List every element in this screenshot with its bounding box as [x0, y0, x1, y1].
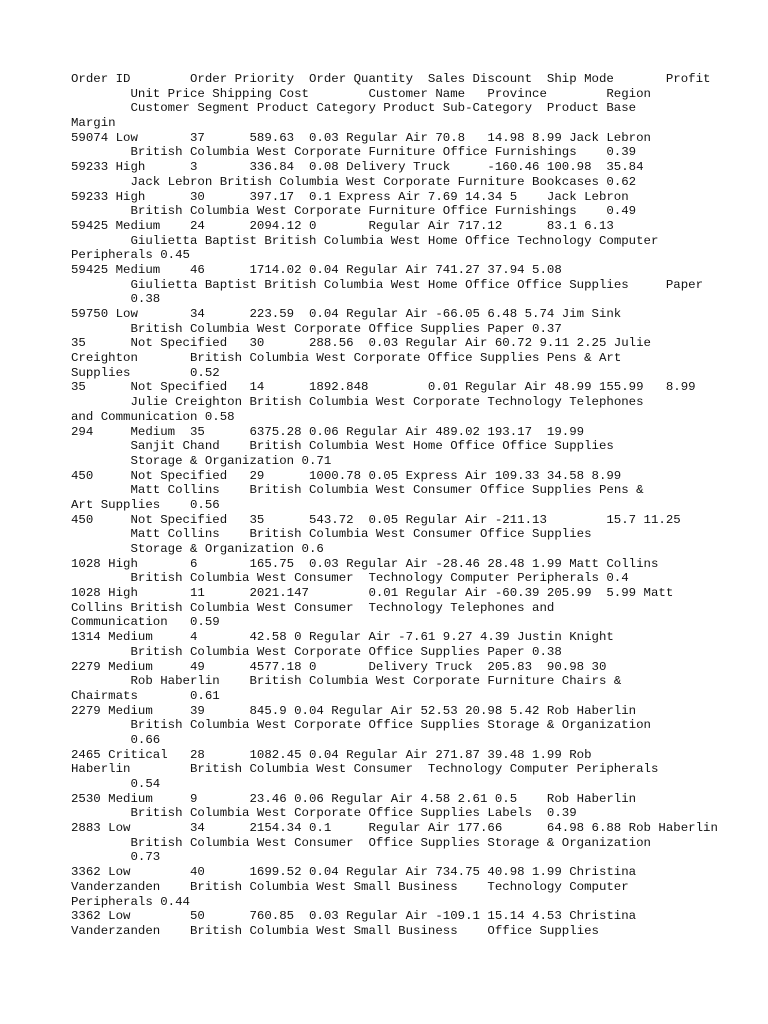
document-line: Customer Segment Product Category Product Sub-Category Product Base — [71, 101, 637, 116]
document-line: 0.66 — [71, 732, 161, 747]
document-line: 0.38 — [71, 292, 161, 307]
document-line: 2883 Low 34 2154.34 0.1 Regular Air 177.66 64.98 6.88 Rob Haberlin — [71, 821, 718, 836]
document-line: Julie Creighton British Columbia West Corporate Technology Telephones — [71, 395, 644, 410]
document-line: 59233 High 3 336.84 0.08 Delivery Truck -160.46 100.98 35.84 — [71, 160, 644, 175]
document-line: British Columbia West Corporate Office Supplies Storage & Organization — [71, 718, 651, 733]
document-line: Order ID Order Priority Order Quantity Sales Discount Ship Mode Profit — [71, 72, 711, 86]
document-line: Storage & Organization 0.71 — [71, 453, 332, 468]
document-line: Rob Haberlin British Columbia West Corporate Furniture Chairs & — [71, 674, 622, 689]
document-line: British Columbia West Corporate Office Supplies Paper 0.37 — [71, 321, 562, 336]
document-line: British Columbia West Consumer Technology Computer Peripherals 0.4 — [71, 571, 629, 586]
document-line: Storage & Organization 0.6 — [71, 542, 324, 556]
document-line: 59425 Medium 24 2094.12 0 Regular Air 717.12 83.1 6.13 — [71, 218, 614, 233]
document-line: British Columbia West Corporate Office Supplies Labels 0.39 — [71, 806, 577, 821]
document-line: 450 Not Specified 29 1000.78 0.05 Express Air 109.33 34.58 8.99 — [71, 468, 622, 483]
document-line: 59233 High 30 397.17 0.1 Express Air 7.69 14.34 5 Jack Lebron — [71, 189, 629, 204]
document-line: Matt Collins British Columbia West Consumer Office Supplies Pens & — [71, 483, 644, 498]
document-line: Sanjit Chand British Columbia West Home Office Office Supplies — [71, 439, 614, 454]
document-line: Chairmats 0.61 — [71, 688, 220, 703]
document-line: British Columbia West Corporate Office Supplies Paper 0.38 — [71, 644, 562, 659]
document-line: Collins British Columbia West Consumer Technology Telephones and — [71, 600, 555, 615]
document-line: Jack Lebron British Columbia West Corporate Furniture Bookcases 0.62 — [71, 174, 637, 189]
document-line: Peripherals 0.44 — [71, 894, 190, 909]
document-line: Vanderzanden British Columbia West Small Business Office Supplies — [71, 923, 599, 938]
document-line: 2530 Medium 9 23.46 0.06 Regular Air 4.58 2.61 0.5 Rob Haberlin — [71, 791, 637, 806]
document-line: 294 Medium 35 6375.28 0.06 Regular Air 489.02 193.17 19.99 — [71, 424, 585, 439]
document-line: 2279 Medium 39 845.9 0.04 Regular Air 52.53 20.98 5.42 Rob Haberlin — [71, 703, 637, 718]
document-line: 0.54 — [71, 777, 161, 791]
document-line: Communication 0.59 — [71, 615, 220, 630]
document-line: 2279 Medium 49 4577.18 0 Delivery Truck 205.83 90.98 30 — [71, 659, 607, 674]
document-line: 3362 Low 50 760.85 0.03 Regular Air -109.1 15.14 4.53 Christina — [71, 909, 637, 924]
document-line: 59750 Low 34 223.59 0.04 Regular Air -66.05 6.48 5.74 Jim Sink — [71, 307, 622, 321]
document-line: Giulietta Baptist British Columbia West Home Office Technology Computer — [71, 233, 659, 248]
document-line: 1314 Medium 4 42.58 0 Regular Air -7.61 9.27 4.39 Justin Knight — [71, 630, 614, 645]
document-line: Giulietta Baptist British Columbia West Home Office Office Supplies Paper — [71, 277, 704, 292]
document-line: British Columbia West Corporate Furniture Office Furnishings 0.39 — [71, 145, 637, 160]
document-line: 35 Not Specified 14 1892.848 0.01 Regular Air 48.99 155.99 8.99 — [71, 380, 696, 395]
document-line: 2465 Critical 28 1082.45 0.04 Regular Air 271.87 39.48 1.99 Rob — [71, 747, 592, 762]
document-line: Creighton British Columbia West Corporate Office Supplies Pens & Art — [71, 351, 622, 366]
document-line: Unit Price Shipping Cost Customer Name Province Region — [71, 86, 651, 101]
document-line: Supplies 0.52 — [71, 365, 220, 380]
document-line: 450 Not Specified 35 543.72 0.05 Regular Air -211.13 15.7 11.25 — [71, 512, 681, 527]
document-line: 0.73 — [71, 850, 161, 865]
document-line: 35 Not Specified 30 288.56 0.03 Regular Air 60.72 9.11 2.25 Julie — [71, 336, 651, 351]
document-line: 1028 High 6 165.75 0.03 Regular Air -28.46 28.48 1.99 Matt Collins — [71, 556, 659, 571]
document-line: 59074 Low 37 589.63 0.03 Regular Air 70.8 14.98 8.99 Jack Lebron — [71, 130, 651, 145]
document-line: 1028 High 11 2021.147 0.01 Regular Air -60.39 205.99 5.99 Matt — [71, 586, 674, 601]
document-line: Art Supplies 0.56 — [71, 497, 220, 512]
document-text — [71, 72, 718, 939]
document-line: British Columbia West Corporate Furniture Office Furnishings 0.49 — [71, 204, 637, 219]
document-line: 59425 Medium 46 1714.02 0.04 Regular Air 741.27 37.94 5.08 — [71, 262, 562, 277]
document-line: Haberlin British Columbia West Consumer Technology Computer Peripherals — [71, 762, 659, 777]
document-line: Peripherals 0.45 — [71, 248, 190, 263]
document-line: Matt Collins British Columbia West Consumer Office Supplies — [71, 527, 592, 542]
document-line: Margin — [71, 116, 116, 131]
document-line: Vanderzanden British Columbia West Small Business Technology Computer — [71, 879, 629, 894]
document-line: 3362 Low 40 1699.52 0.04 Regular Air 734.75 40.98 1.99 Christina — [71, 865, 637, 880]
document-line: British Columbia West Consumer Office Supplies Storage & Organization — [71, 835, 651, 850]
document-line: and Communication 0.58 — [71, 409, 235, 424]
